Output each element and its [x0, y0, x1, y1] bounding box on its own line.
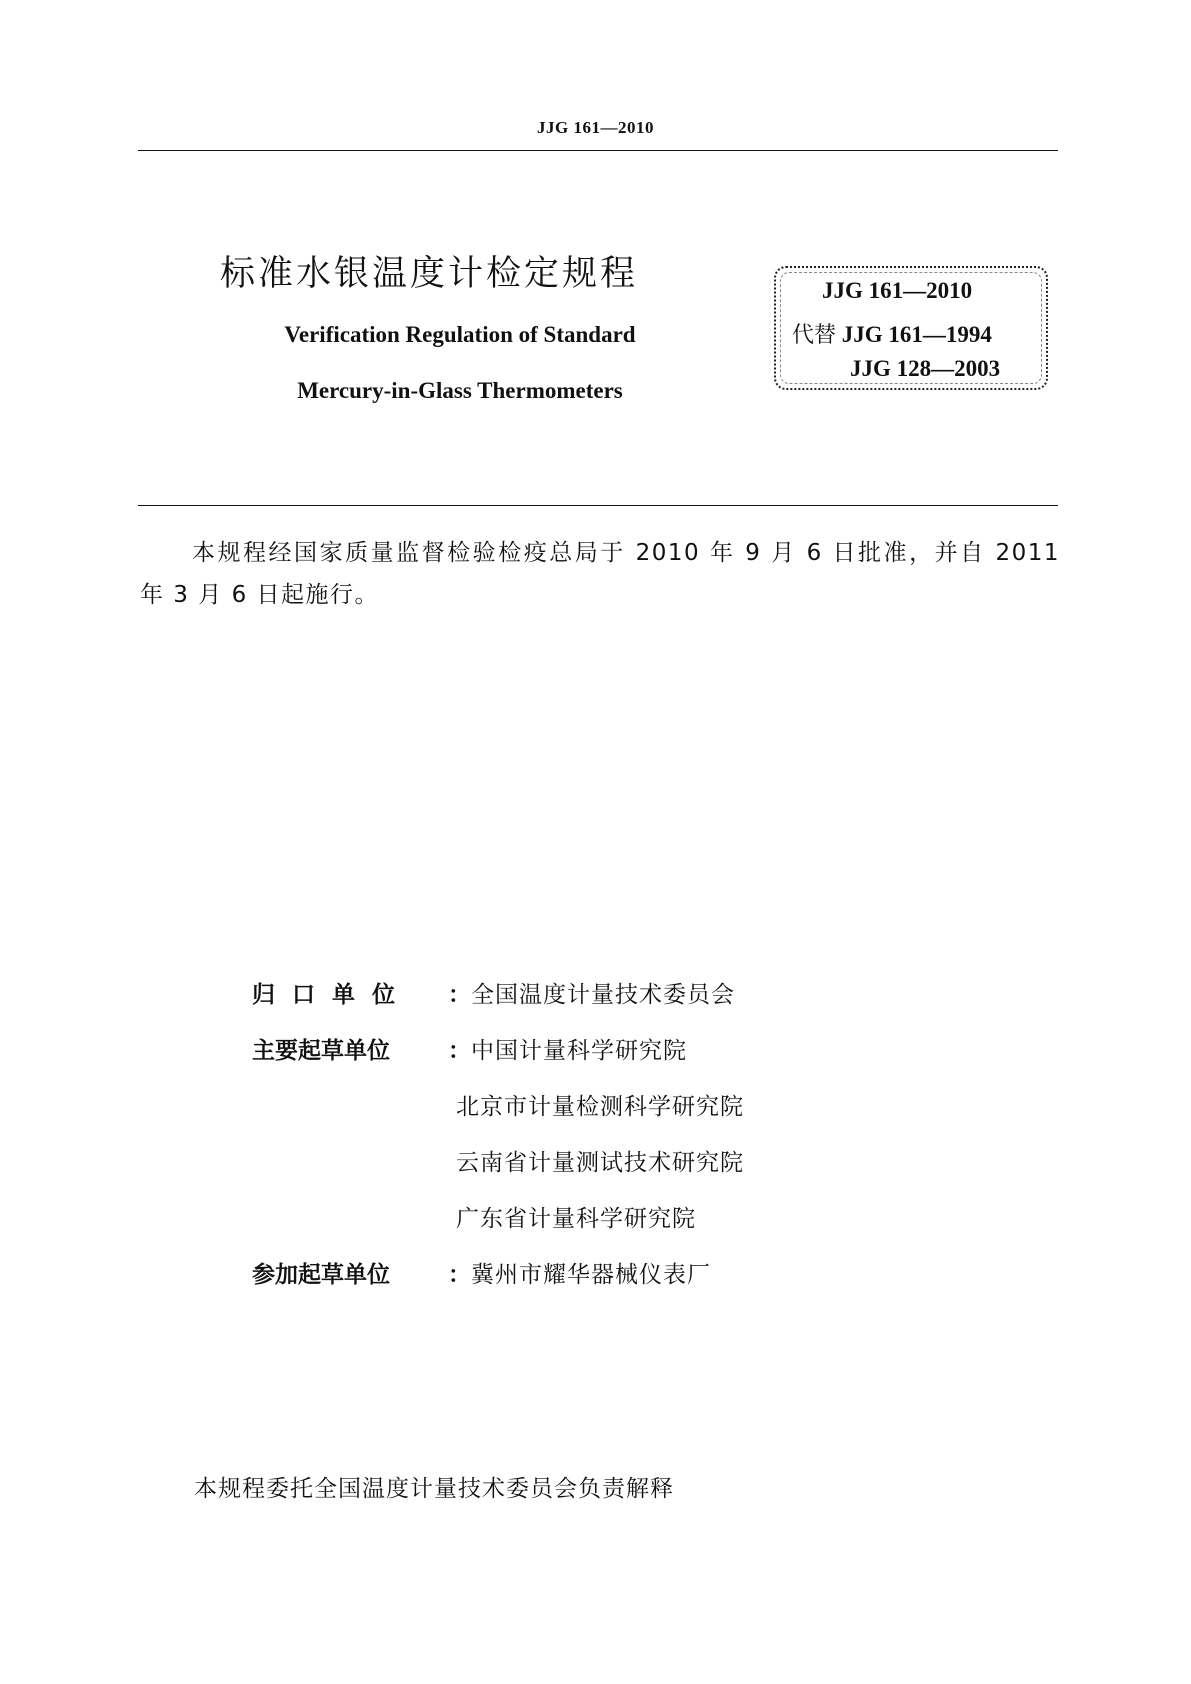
participating-unit-value: 冀州市耀华器械仪表厂: [471, 1262, 711, 1288]
label-colon: ：: [448, 982, 471, 1008]
top-divider: [138, 150, 1058, 151]
main-drafting-unit-value: 广东省计量科学研究院: [456, 1206, 696, 1232]
standard-code-box: [774, 266, 1048, 390]
main-drafting-unit-row: [252, 1088, 952, 1144]
replaced-code-1: JJG 161—1994: [841, 322, 992, 347]
main-drafting-unit-value: 北京市计量检测科学研究院: [456, 1094, 744, 1120]
title-english-line1: Verification Regulation of Standard: [284, 322, 636, 347]
title-chinese: 标准水银温度计检定规程: [220, 254, 639, 294]
replaced-code-2: JJG 128—2003: [850, 356, 1001, 381]
main-drafting-unit-row: [252, 1032, 952, 1088]
responsible-unit-label: 归口单位: [252, 982, 412, 1008]
approval-statement: 本规程经国家质量监督检验检疫总局于 2010 年 9 月 6 日批准，并自 2011 年 3 月 6 日起施行。: [140, 540, 1060, 608]
label-colon: ：: [448, 1038, 471, 1064]
responsible-unit-value: 全国温度计量技术委员会: [471, 982, 735, 1008]
header-standard-code: JJG 161—2010: [537, 118, 654, 137]
main-drafting-unit-value: 中国计量科学研究院: [471, 1038, 687, 1064]
main-drafting-unit-value: 云南省计量测试技术研究院: [456, 1150, 744, 1176]
replaces-prefix: 代替: [792, 323, 837, 348]
main-drafting-unit-row: [252, 1144, 952, 1200]
label-colon: ：: [448, 1262, 471, 1288]
participating-unit-row: [252, 1256, 952, 1312]
title-english-line2: Mercury-in-Glass Thermometers: [297, 378, 623, 403]
responsible-unit-row: [252, 976, 952, 1032]
middle-divider: [138, 505, 1058, 506]
interpretation-note: 本规程委托全国温度计量技术委员会负责解释: [194, 1476, 674, 1502]
replaced-code-1-line: [792, 318, 992, 349]
main-drafting-unit-row: [252, 1200, 952, 1256]
current-code: JJG 161—2010: [822, 278, 973, 303]
main-drafting-unit-label: 主要起草单位: [252, 1038, 390, 1064]
participating-unit-label: 参加起草单位: [252, 1262, 390, 1288]
drafting-units: [252, 976, 952, 1312]
